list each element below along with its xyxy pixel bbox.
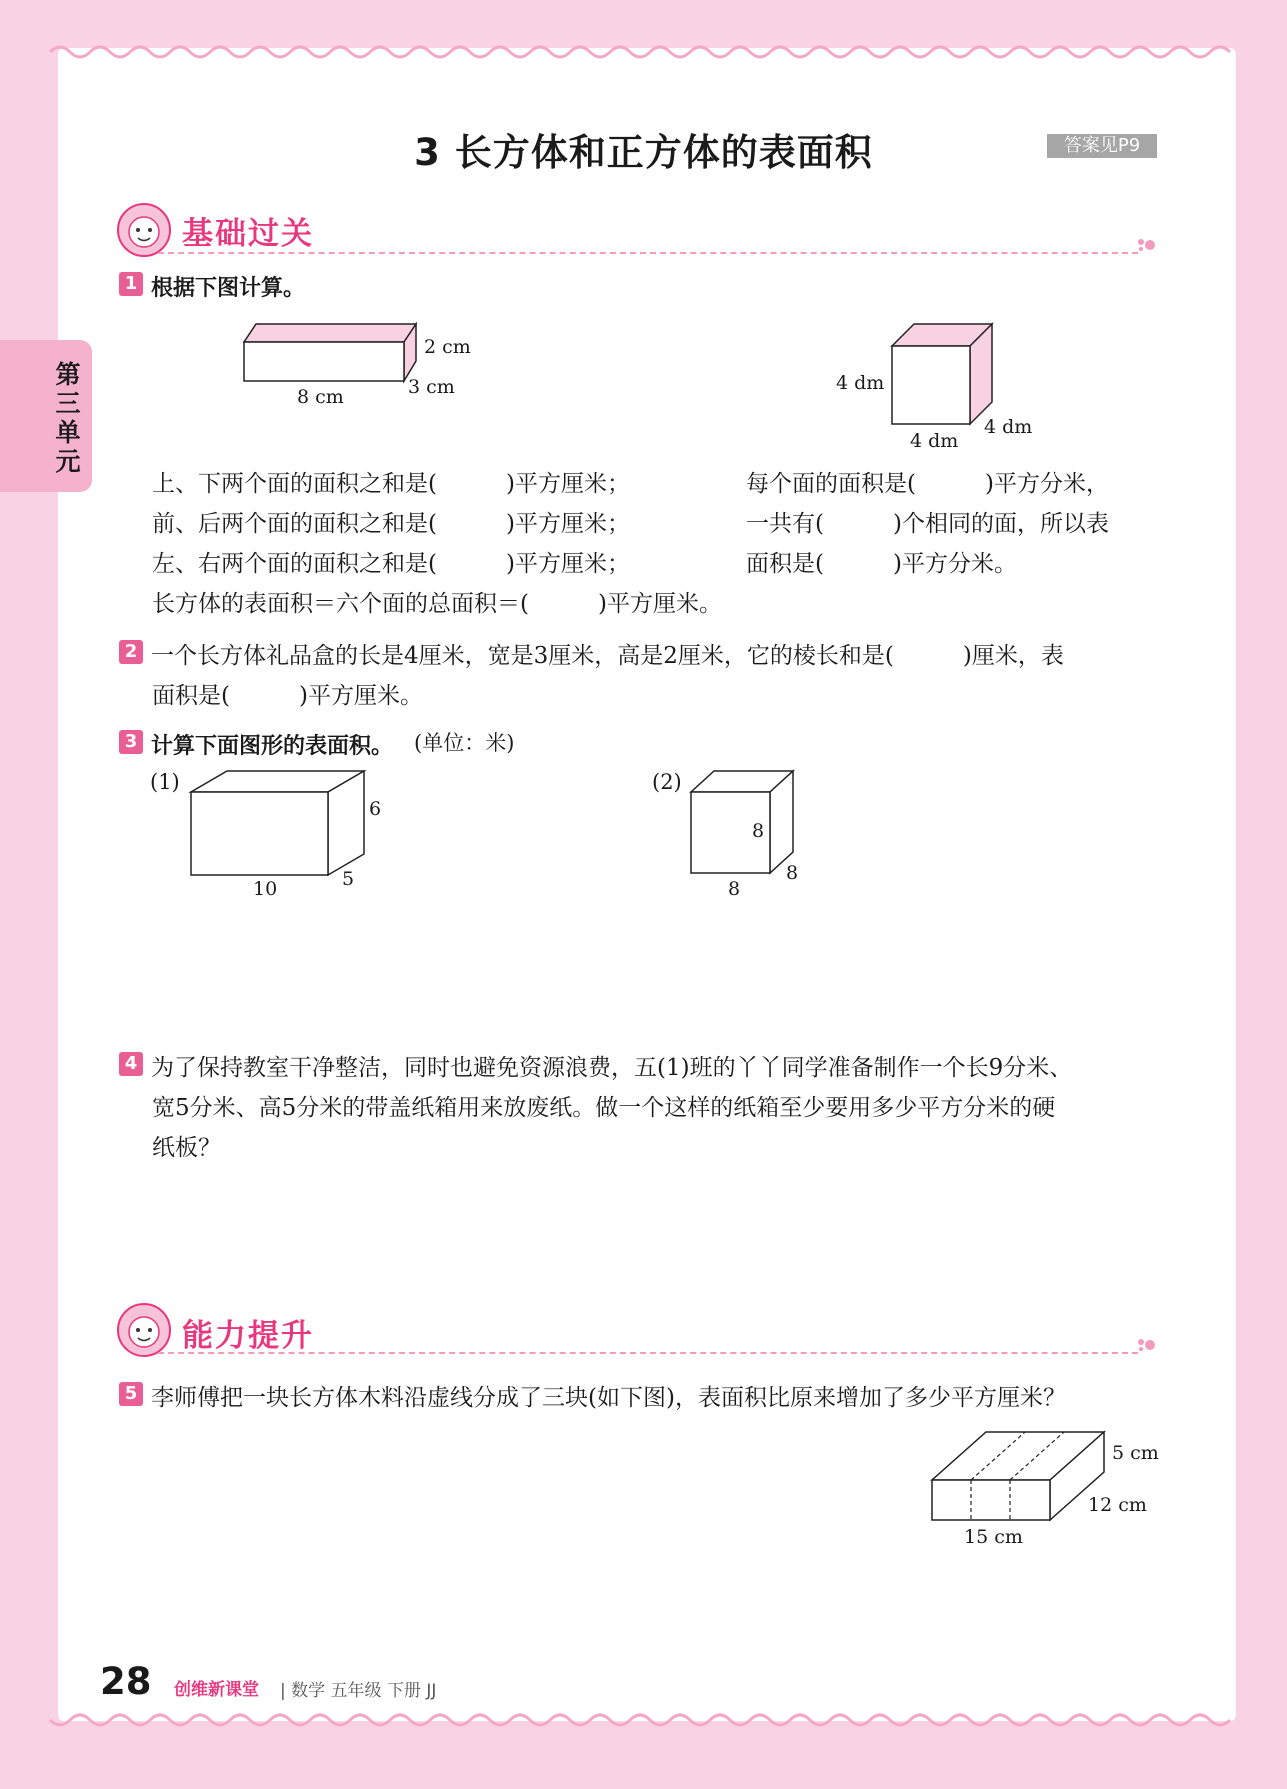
q5-width-label: 12 cm bbox=[1088, 1494, 1147, 1516]
cartoon-monkey-icon bbox=[116, 1302, 172, 1358]
fig-a-length-label: 8 cm bbox=[297, 386, 344, 408]
q5-length-label: 15 cm bbox=[964, 1526, 1023, 1548]
q1-right-line-1: 每个面的面积是( )平方分米， bbox=[746, 471, 1109, 497]
cuboid-figure-a bbox=[244, 320, 434, 390]
q1-left-line-4: 长方体的表面积＝六个面的总面积＝( )平方厘米。 bbox=[152, 591, 722, 617]
q5-height-label: 5 cm bbox=[1112, 1442, 1159, 1464]
cube-figure-b bbox=[890, 322, 996, 428]
question-4-number: 4 bbox=[119, 1052, 143, 1076]
question-1-number: 1 bbox=[119, 272, 143, 296]
q3-fig1-length: 10 bbox=[253, 878, 278, 900]
cuboid-figure-q5 bbox=[930, 1430, 1110, 1522]
bottom-wave-border bbox=[50, 1712, 1244, 1732]
question-4-line-3: 纸板？ bbox=[152, 1135, 221, 1161]
dots-icon-2 bbox=[1136, 1336, 1160, 1352]
section-title-basic: 基础过关 bbox=[182, 216, 314, 252]
page-title: 3 长方体和正方体的表面积 bbox=[414, 131, 873, 174]
question-5-text: 李师傅把一块长方体木料沿虚线分成了三块(如下图)，表面积比原来增加了多少平方厘米？ bbox=[151, 1385, 1066, 1411]
cuboid-figure-q3-1 bbox=[190, 770, 370, 876]
cartoon-girl-icon bbox=[116, 202, 172, 258]
q3-fig1-width: 5 bbox=[342, 868, 355, 890]
unit-side-text: 第三单元 bbox=[55, 360, 81, 476]
q3-fig2-height: 8 bbox=[752, 820, 765, 842]
cube-figure-q3-2 bbox=[690, 770, 796, 876]
question-2-line-2: 面积是( )平方厘米。 bbox=[152, 683, 423, 709]
fig-b-length-label: 4 dm bbox=[910, 430, 959, 452]
q1-right-line-2: 一共有( )个相同的面，所以表 bbox=[746, 511, 1109, 537]
q3-fig1-label: (1) bbox=[150, 770, 180, 794]
fig-b-height-label: 4 dm bbox=[836, 372, 885, 394]
fig-b-width-label: 4 dm bbox=[984, 416, 1033, 438]
question-1-text: 根据下图计算。 bbox=[151, 276, 306, 301]
question-4-line-1: 为了保持教室干净整洁，同时也避免资源浪费，五(1)班的丫丫同学准备制作一个长9分米、 bbox=[151, 1055, 1073, 1081]
page-number: 28 bbox=[100, 1660, 152, 1703]
question-2-number: 2 bbox=[119, 640, 143, 664]
q3-fig2-length: 8 bbox=[728, 878, 741, 900]
question-2-line-1: 一个长方体礼品盒的长是4厘米，宽是3厘米，高是2厘米，它的棱长和是( )厘米，表 bbox=[151, 643, 1064, 669]
section-divider-2 bbox=[158, 1352, 1138, 1354]
answer-reference-tag: 答案见P9 bbox=[1047, 134, 1157, 158]
fig-a-height-label: 2 cm bbox=[424, 336, 471, 358]
dots-icon bbox=[1136, 236, 1160, 252]
q3-fig2-label: (2) bbox=[652, 770, 682, 794]
q1-left-line-2: 前、后两个面的面积之和是( )平方厘米； bbox=[152, 511, 630, 537]
q1-left-line-1: 上、下两个面的面积之和是( )平方厘米； bbox=[152, 471, 630, 497]
question-3-text: 计算下面图形的表面积。 bbox=[151, 734, 394, 759]
section-divider-1 bbox=[158, 252, 1138, 254]
q3-fig1-height: 6 bbox=[369, 798, 382, 820]
question-3-number: 3 bbox=[119, 730, 143, 754]
section-title-advanced: 能力提升 bbox=[182, 1318, 314, 1354]
q1-right-line-3: 面积是( )平方分米。 bbox=[746, 551, 1017, 577]
footer-brand: 创维新课堂 bbox=[174, 1680, 259, 1700]
top-wave-border bbox=[50, 40, 1244, 60]
q1-left-line-3: 左、右两个面的面积之和是( )平方厘米； bbox=[152, 551, 630, 577]
question-3-unit: (单位：米) bbox=[414, 731, 515, 755]
question-4-line-2: 宽5分米、高5分米的带盖纸箱用来放废纸。做一个这样的纸箱至少要用多少平方分米的硬 bbox=[152, 1095, 1056, 1121]
footer-book-info: | 数学 五年级 下册 JJ bbox=[280, 1681, 437, 1701]
fig-a-width-label: 3 cm bbox=[408, 376, 455, 398]
q3-fig2-width: 8 bbox=[786, 862, 799, 884]
question-5-number: 5 bbox=[119, 1382, 143, 1406]
